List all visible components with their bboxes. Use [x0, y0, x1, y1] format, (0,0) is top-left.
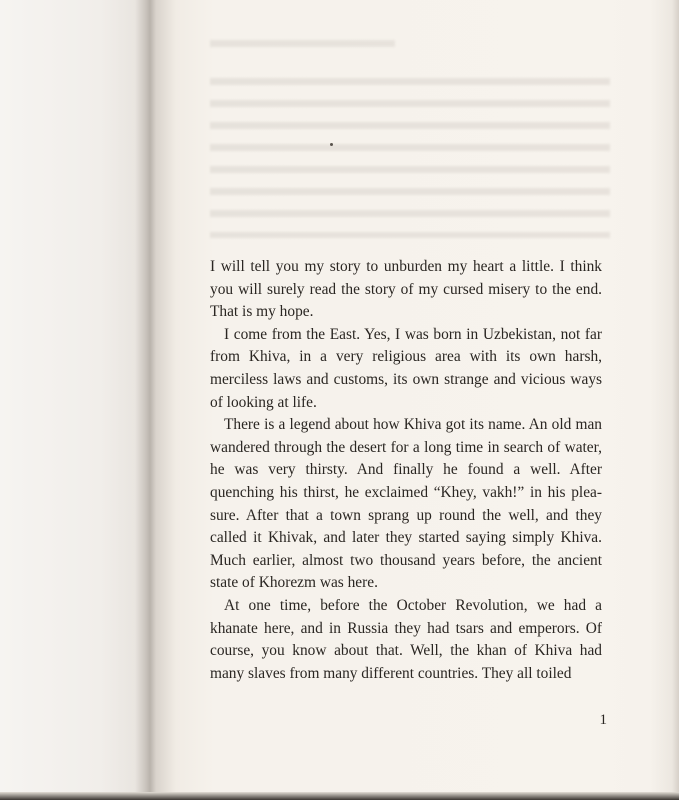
- paragraph-2: I come from the East. Yes, I was born in Uzbekistan, not far from Khiva, in a very religious area with its own harsh, merciless laws and customs, its own strange and vicious ways of looking at life.: [210, 325, 602, 411]
- paragraph-1: I will tell you my story to unburden my heart a little. I think you will surely read the story of my cursed misery to the end. That is my hope.: [210, 258, 602, 321]
- body-text: [210, 256, 602, 685]
- dust-speck: [330, 143, 333, 146]
- page-number: 1: [599, 712, 607, 728]
- show-through-header: [210, 40, 395, 47]
- page-bottom-edge: [0, 792, 679, 800]
- paragraph-3: There is a legend about how Khiva got its name. An old man wandered through the desert for a long time in search of water, he was very thirsty. And finally he found a well. After quenching his thirst, he exclaimed “Khey, vakh!” in his pleasure. After that a town sprang up round the well, and they called it Khivak, and later they started saying simply Khiva. Much earlier, almost two thousand years before, the ancient state of Khorezm was here.: [210, 416, 602, 592]
- show-through-text: [210, 78, 610, 238]
- paragraph-4: At one time, before the October Revolution, we had a khanate here, and in Russia they had tsars and emperors. Of course, you know about that. Well, the khan of Khiva had many slaves from many different countries. They all toiled: [210, 596, 602, 682]
